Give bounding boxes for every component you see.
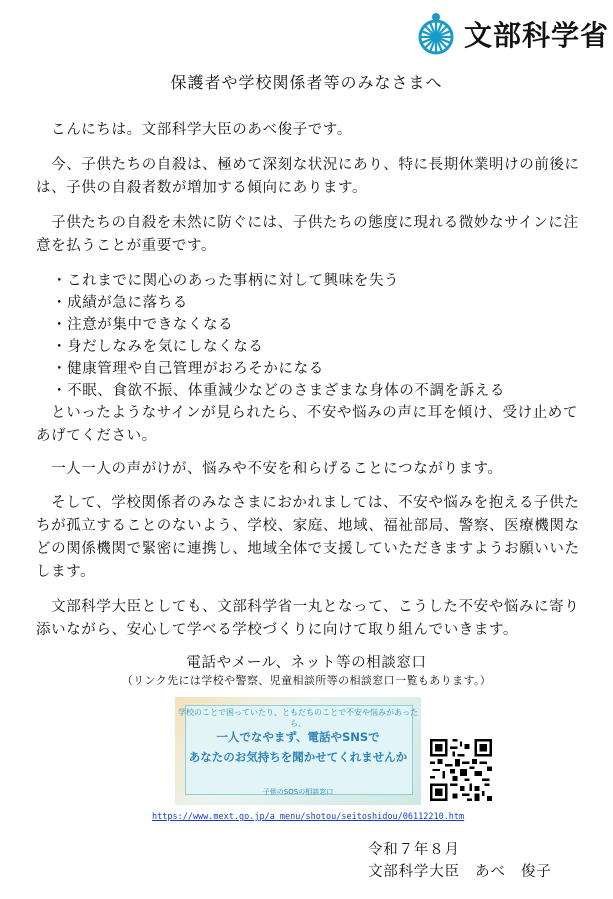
sign-item: ・注意が集中できなくなる — [52, 317, 234, 333]
mext-logo — [414, 12, 609, 56]
voice-paragraph: 一人一人の声がけが、悩みや不安を和らげることにつながります。 — [51, 461, 503, 477]
sign-item: ・不眠、食欲不振、体重減少などのさまざまな身体の不調を訴える — [52, 383, 505, 399]
consult-banner[interactable] — [175, 697, 421, 805]
cooperation-paragraph: そして、学校関係者のみなさまにおかれましては、不安や悩みを抱える子供たちが孤立することのないよう、学校、家庭、地域、福祉部局、警察、医療機関などの関係機関で緊密に連携し、地域全体で支援していただきますようお願いいたします。 — [36, 495, 580, 580]
banner-line1: 学校のことで困っていたり、ともだちのことで不安や悩みがあったら、 — [178, 708, 418, 728]
consult-title: 電話やメール、ネット等の相談窓口 — [186, 655, 427, 671]
consult-link[interactable]: https://www.mext.go.jp/a_menu/shotou/seitoshidou/06112210.htm — [152, 812, 465, 822]
banner-line3: あなたのお気持ちを聞かせてくれませんか — [188, 750, 408, 764]
sign-item: ・健康管理や自己管理がおろそかになる — [52, 361, 324, 377]
prevention-paragraph: 子供たちの自殺を未然に防ぐには、子供たちの態度に現れる微妙なサインに注意を払うことが重要です。 — [36, 215, 579, 254]
qr-code-icon[interactable] — [430, 739, 492, 801]
banner-footer: 子供のSOSの相談窓口 — [262, 788, 334, 796]
page-title: 保護者や学校関係者等のみなさまへ — [170, 73, 443, 92]
listen-paragraph: といったようなサインが見られたら、不安や悩みの声に耳を傾け、受け止めてあげてください。 — [36, 405, 579, 444]
sign-item: ・これまでに関心のあった事柄に対して興味を失う — [52, 273, 400, 289]
commitment-paragraph: 文部科学大臣としても、文部科学省一丸となって、こうした不安や悩みに寄り添いながら、安心して学べる学校づくりに向けて取り組んでいきます。 — [36, 599, 580, 638]
sign-item: ・成績が急に落ちる — [52, 295, 188, 311]
greeting-paragraph: こんにちは。文部科学大臣のあべ俊子です。 — [51, 122, 352, 138]
banner-line2: 一人でなやまず、電話やSNSで — [216, 730, 380, 744]
org-name: 文部科学省 — [464, 19, 610, 52]
signature: 文部科学大臣 あべ 俊子 — [368, 864, 552, 880]
consult-note: （リンク先には学校や警察、児童相談所等の相談窓口一覧もあります。） — [121, 674, 492, 687]
sign-list — [52, 270, 582, 402]
situation-paragraph: 今、子供たちの自殺は、極めて深刻な状況にあり、特に長期休業明けの前後には、子供の自殺者数が増加する傾向にあります。 — [36, 157, 580, 196]
letter-date: 令和７年８月 — [368, 842, 460, 858]
mext-emblem-icon — [414, 12, 458, 56]
sign-item: ・身だしなみを気にしなくなる — [52, 339, 264, 355]
